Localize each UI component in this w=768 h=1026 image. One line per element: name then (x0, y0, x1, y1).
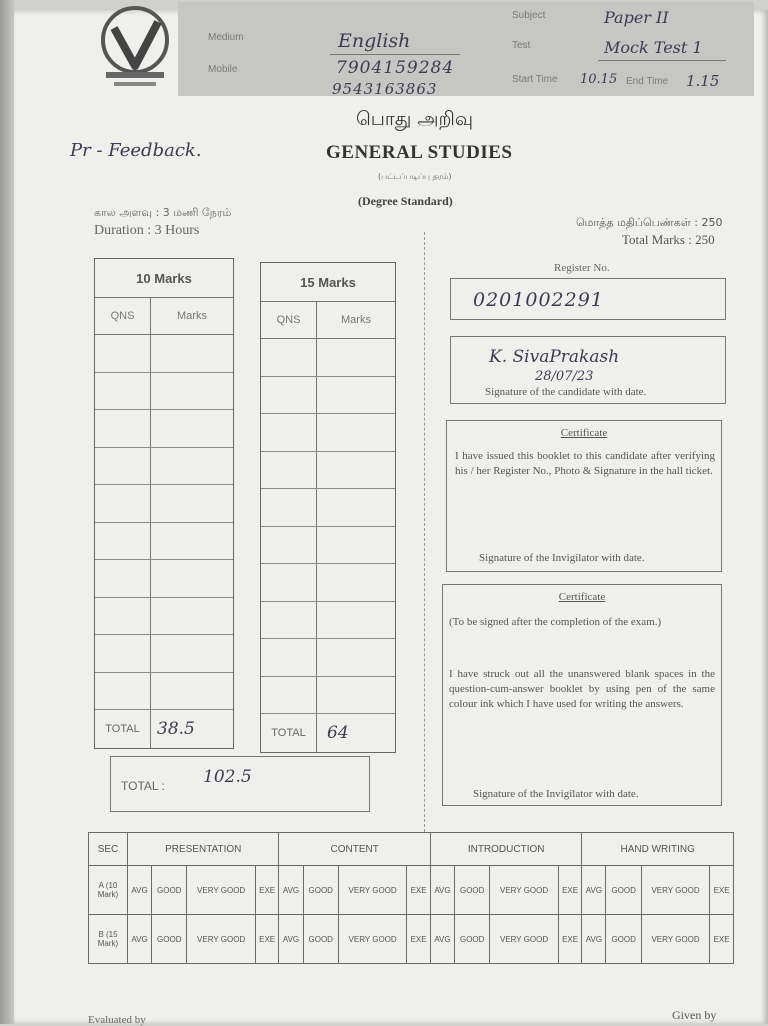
rubric-sec-header: SEC (89, 833, 128, 866)
test-value: Mock Test 1 (604, 38, 703, 57)
rubric-grade-cell[interactable]: EXE (255, 866, 279, 915)
qns-cell[interactable] (95, 560, 151, 597)
qns-cell[interactable] (95, 335, 151, 372)
mobile-value-2: 9543163863 (332, 80, 438, 98)
title-english: GENERAL STUDIES (326, 142, 513, 163)
evaluation-rubric-table (88, 832, 734, 964)
ten-marks-title: 10 Marks (95, 259, 233, 298)
marks-cell[interactable] (151, 598, 233, 635)
rubric-grade-cell[interactable]: GOOD (303, 866, 338, 915)
rubric-grade-cell[interactable]: GOOD (303, 915, 338, 964)
qns-cell[interactable] (261, 414, 317, 451)
marks-row[interactable] (95, 410, 233, 448)
rubric-category-header: CONTENT (279, 833, 430, 866)
marks-row[interactable] (95, 523, 233, 561)
rubric-grade-cell[interactable]: AVG (582, 915, 606, 964)
marks-row[interactable] (261, 602, 395, 640)
marks-cell[interactable] (151, 673, 233, 710)
marks-row[interactable] (95, 598, 233, 636)
medium-value: English (338, 30, 411, 52)
ten-marks-total-value: 38.5 (157, 719, 195, 739)
marks-column-header: Marks (177, 310, 207, 322)
marks-row[interactable] (261, 377, 395, 415)
test-underline (598, 60, 726, 61)
marks-row[interactable] (261, 414, 395, 452)
qns-column-header: QNS (261, 302, 317, 338)
rubric-grade-cell[interactable]: EXE (558, 866, 582, 915)
marks-cell[interactable] (317, 489, 395, 526)
register-label: Register No. (554, 262, 610, 274)
qns-column-header: QNS (95, 298, 151, 334)
rubric-category-header: PRESENTATION (128, 833, 279, 866)
marks-row[interactable] (95, 373, 233, 411)
rubric-grade-cell[interactable]: VERY GOOD (338, 866, 406, 915)
certificate-title: Certificate (558, 591, 606, 603)
grand-total-label: TOTAL : (121, 779, 165, 793)
subtitle-tamil: (பட்டப்படிப்பு தரம்) (378, 172, 452, 181)
candidate-signature-box[interactable] (450, 336, 726, 404)
rubric-grade-cell[interactable]: VERY GOOD (338, 915, 406, 964)
marks-cell[interactable] (317, 639, 395, 676)
marks-row[interactable] (261, 564, 395, 602)
ten-marks-table (94, 258, 234, 749)
rubric-grade-cell[interactable]: EXE (558, 915, 582, 964)
marks-row[interactable] (95, 635, 233, 673)
rubric-grade-cell[interactable]: GOOD (152, 915, 187, 964)
marks-cell[interactable] (151, 523, 233, 560)
qns-cell[interactable] (261, 377, 317, 414)
fifteen-marks-header-row (261, 302, 395, 339)
marks-cell[interactable] (151, 635, 233, 672)
fifteen-marks-total-row (261, 714, 395, 752)
marks-cell[interactable] (317, 452, 395, 489)
grand-total-value: 102.5 (203, 767, 252, 787)
certificate-text: I have struck out all the unanswered blank spaces in the question-cum-answer booklet by using pen of the same colour ink which I have used for writing the answers. (449, 668, 715, 710)
given-by-label: Given by (672, 1008, 717, 1022)
candidate-signature: K. SivaPrakash (489, 347, 620, 367)
qns-cell[interactable] (95, 673, 151, 710)
rubric-category-header: HAND WRITING (582, 833, 734, 866)
qns-cell[interactable] (261, 452, 317, 489)
marks-row[interactable] (95, 485, 233, 523)
invigilator-signature-caption: Signature of the Invigilator with date. (479, 552, 645, 564)
rubric-grade-cell[interactable]: EXE (407, 915, 431, 964)
qns-cell[interactable] (261, 639, 317, 676)
rubric-grade-cell[interactable]: AVG (128, 915, 152, 964)
marks-row[interactable] (261, 489, 395, 527)
mobile-value-1: 7904159284 (336, 58, 455, 78)
rubric-grade-cell[interactable]: VERY GOOD (641, 915, 709, 964)
start-time-value: 10.15 (580, 72, 618, 87)
fifteen-marks-total-value: 64 (327, 723, 349, 743)
rubric-grade-cell[interactable]: GOOD (606, 866, 641, 915)
fifteen-marks-table (260, 262, 396, 753)
total-label: TOTAL (95, 710, 151, 748)
qns-cell[interactable] (261, 527, 317, 564)
marks-row[interactable] (95, 448, 233, 486)
feedback-annotation: Pr - Feedback. (70, 140, 202, 161)
marks-cell[interactable] (151, 373, 233, 410)
qns-cell[interactable] (95, 485, 151, 522)
rubric-grade-cell[interactable]: GOOD (455, 866, 490, 915)
marks-row[interactable] (95, 560, 233, 598)
qns-cell[interactable] (261, 564, 317, 601)
fifteen-marks-title: 15 Marks (261, 263, 395, 302)
marks-cell[interactable] (151, 485, 233, 522)
medium-underline (330, 54, 460, 55)
rubric-grade-cell[interactable]: AVG (128, 866, 152, 915)
subtitle-english: (Degree Standard) (358, 194, 453, 208)
ten-marks-total-row (95, 710, 233, 748)
qns-cell[interactable] (95, 373, 151, 410)
title-tamil: பொது அறிவு (356, 108, 474, 130)
invigilator-signature-caption: Signature of the Invigilator with date. (473, 788, 639, 800)
register-number-box[interactable] (450, 278, 726, 320)
time-label: Start Time (512, 74, 558, 85)
rubric-grade-cell[interactable]: VERY GOOD (641, 866, 709, 915)
test-label: Test (512, 40, 531, 51)
rubric-row (89, 866, 734, 915)
marks-cell[interactable] (317, 414, 395, 451)
rubric-section-label: A (10 Mark) (89, 866, 128, 915)
medium-label: Medium (208, 32, 244, 43)
rubric-category-header: INTRODUCTION (430, 833, 581, 866)
rubric-grade-cell[interactable]: VERY GOOD (490, 915, 558, 964)
total-label: TOTAL (261, 714, 317, 752)
marks-column-header: Marks (341, 314, 371, 326)
rubric-section-label: B (15 Mark) (89, 915, 128, 964)
evaluated-by-label: Evaluated by (88, 1014, 146, 1026)
duration-english: Duration : 3 Hours (94, 223, 200, 238)
marks-cell[interactable] (151, 448, 233, 485)
rubric-grade-cell[interactable]: AVG (430, 915, 454, 964)
marks-cell[interactable] (317, 677, 395, 714)
rubric-grade-cell[interactable]: GOOD (455, 915, 490, 964)
dashed-divider (424, 232, 425, 832)
qns-cell[interactable] (261, 602, 317, 639)
rubric-grade-cell[interactable]: VERY GOOD (490, 866, 558, 915)
marks-row[interactable] (261, 452, 395, 490)
marks-row[interactable] (261, 339, 395, 377)
marks-cell[interactable] (317, 377, 395, 414)
rubric-grade-cell[interactable]: EXE (407, 866, 431, 915)
issue-certificate-box (446, 420, 722, 572)
subject-label: Subject (512, 10, 546, 21)
rubric-grade-cell[interactable]: AVG (430, 866, 454, 915)
rubric-grade-cell[interactable]: EXE (255, 915, 279, 964)
qns-cell[interactable] (261, 677, 317, 714)
marks-row[interactable] (95, 673, 233, 711)
signature-caption: Signature of the candidate with date. (485, 386, 647, 398)
rubric-grade-cell[interactable]: VERY GOOD (187, 915, 255, 964)
marks-row[interactable] (261, 527, 395, 565)
marks-row[interactable] (261, 639, 395, 677)
total-marks-english: Total Marks : 250 (622, 232, 715, 247)
mobile-label: Mobile (208, 64, 238, 75)
subject-value: Paper II (604, 8, 669, 27)
marks-cell[interactable] (317, 564, 395, 601)
page-edge (0, 0, 14, 1024)
rubric-grade-cell[interactable]: VERY GOOD (187, 866, 255, 915)
marks-cell[interactable] (151, 560, 233, 597)
signature-date: 28/07/23 (535, 369, 594, 384)
marks-cell[interactable] (151, 335, 233, 372)
rubric-row (89, 915, 734, 964)
marks-cell[interactable] (317, 602, 395, 639)
rubric-grade-cell[interactable]: AVG (279, 915, 303, 964)
rubric-grade-cell[interactable]: GOOD (152, 866, 187, 915)
marks-cell[interactable] (151, 410, 233, 447)
rubric-grade-cell[interactable]: EXE (710, 915, 734, 964)
certificate-title: Certificate (560, 427, 608, 439)
marks-row[interactable] (261, 677, 395, 715)
marks-row[interactable] (95, 335, 233, 373)
end-time-label: End Time (626, 76, 669, 87)
completion-certificate-box (442, 584, 722, 806)
qns-cell[interactable] (95, 448, 151, 485)
total-marks-tamil: மொத்த மதிப்பெண்கள் : 250 (576, 216, 723, 229)
rubric-grade-cell[interactable]: EXE (710, 866, 734, 915)
qns-cell[interactable] (261, 339, 317, 376)
marks-cell[interactable] (317, 339, 395, 376)
qns-cell[interactable] (261, 489, 317, 526)
end-time-value: 1.15 (686, 72, 720, 90)
marks-cell[interactable] (317, 527, 395, 564)
qns-cell[interactable] (95, 635, 151, 672)
certificate-text: I have issued this booklet to this candidate after verifying his / her Register No., Photo & Signature in the hall ticket. (455, 450, 715, 477)
rubric-grade-cell[interactable]: GOOD (606, 915, 641, 964)
ten-marks-header-row (95, 298, 233, 335)
grand-total-box (110, 756, 370, 812)
qns-cell[interactable] (95, 598, 151, 635)
institute-logo-icon (92, 4, 178, 90)
duration-tamil: கால அளவு : 3 மணி நேரம் (94, 206, 232, 219)
rubric-grade-cell[interactable]: AVG (279, 866, 303, 915)
qns-cell[interactable] (95, 410, 151, 447)
certificate-note: (To be signed after the completion of the exam.) (449, 616, 662, 628)
register-number-value: 0201002291 (473, 289, 604, 311)
qns-cell[interactable] (95, 523, 151, 560)
rubric-grade-cell[interactable]: AVG (582, 866, 606, 915)
